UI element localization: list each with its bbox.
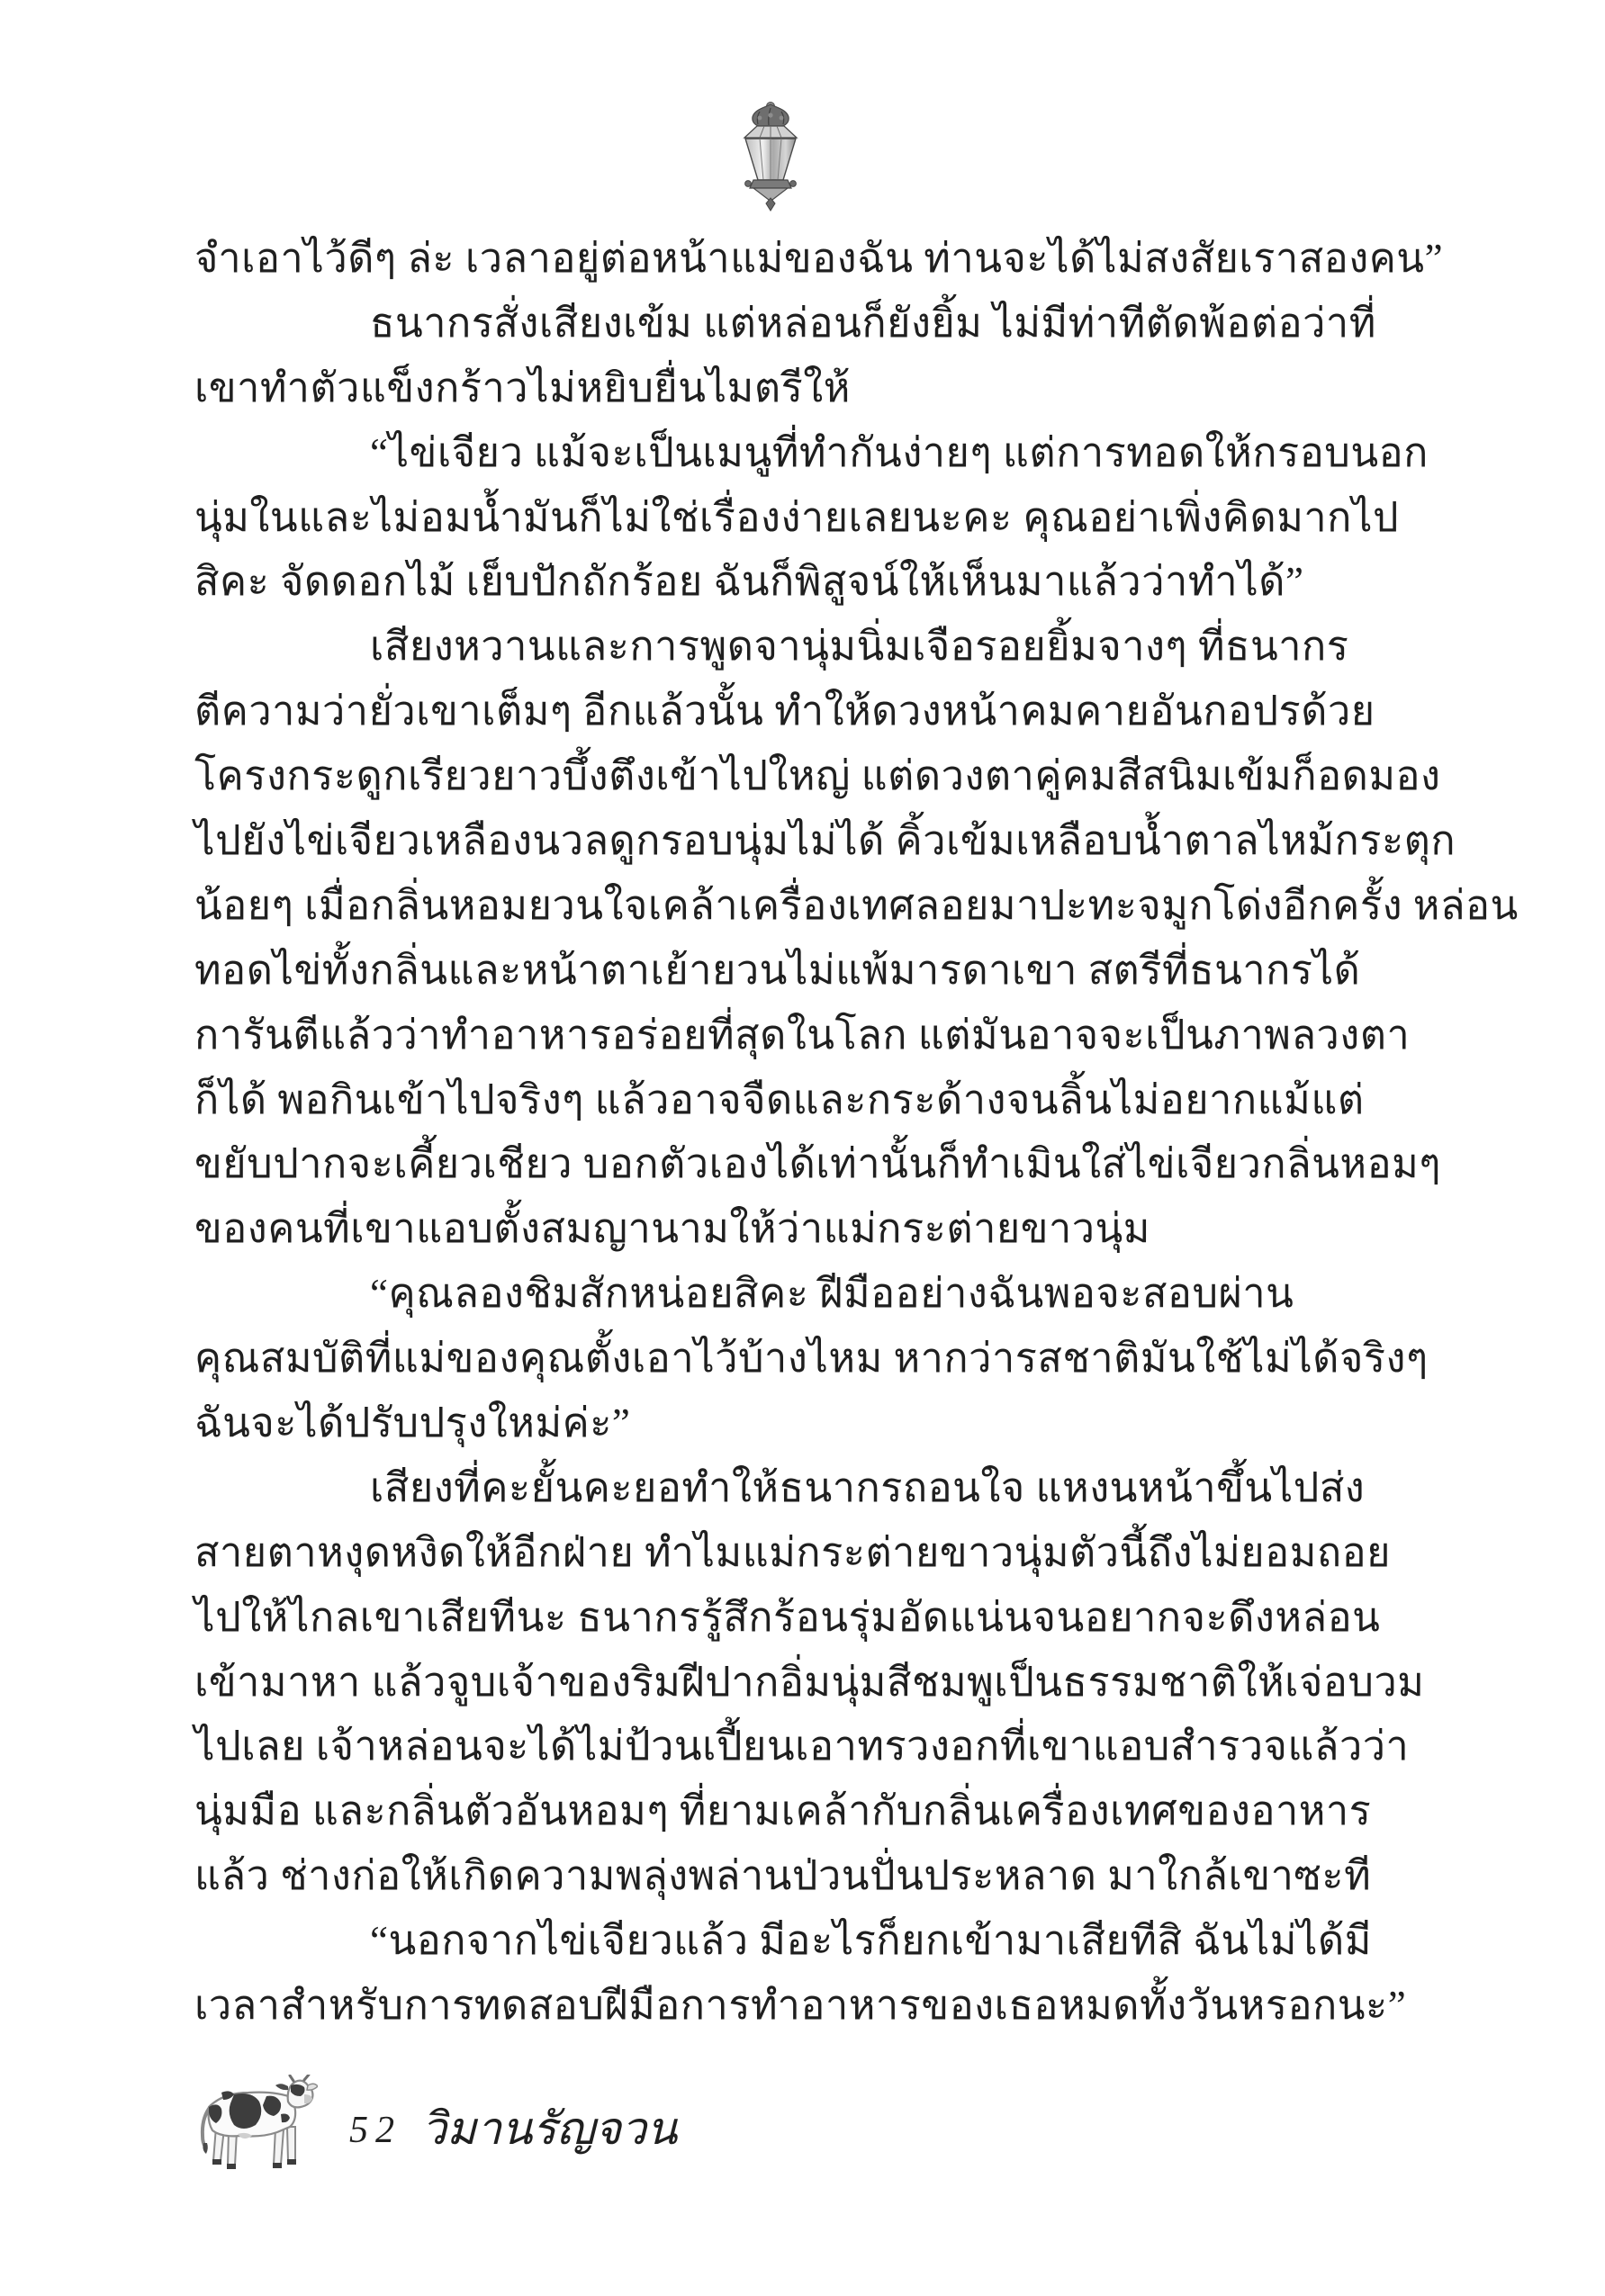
- text-line: “นอกจากไข่เจียวแล้ว มีอะไรก็ยกเข้ามาเสียทีสิ ฉันไม่ได้มี: [370, 1918, 1372, 1964]
- text-line: แล้ว ช่างก่อให้เกิดความพลุ่งพล่านป่วนปั่นประหลาด มาใกล้เขาซะที: [194, 1853, 1372, 1899]
- text-line: การันตีแล้วว่าทำอาหารอร่อยที่สุดในโลก แต่มันอาจจะเป็นภาพลวงตา: [194, 1012, 1411, 1058]
- text-line: ไปให้ไกลเขาเสียทีนะ ธนากรรู้สึกร้อนรุ่มอัดแน่นจนอยากจะดึงหล่อน: [194, 1594, 1381, 1640]
- text-line: คุณสมบัติที่แม่ของคุณตั้งเอาไว้บ้างไหม หากว่ารสชาติมันใช้ไม่ได้จริงๆ: [194, 1336, 1429, 1382]
- text-line: ตีความว่ายั่วเขาเต็มๆ อีกแล้วนั้น ทำให้ดวงหน้าคมคายอันกอปรด้วย: [194, 689, 1375, 734]
- text-line: เข้ามาหา แล้วจูบเจ้าของริมฝีปากอิ่มนุ่มสีชมพูเป็นธรรมชาติให้เจ่อบวม: [194, 1659, 1425, 1705]
- text-line: “ไข่เจียว แม้จะเป็นเมนูที่ทำกันง่ายๆ แต่การทอดให้กรอบนอก: [370, 429, 1429, 475]
- text-line: ทอดไข่ทั้งกลิ่นและหน้าตาเย้ายวนไม่แพ้มารดาเขา สตรีที่ธนากรได้: [194, 947, 1361, 993]
- text-line: เขาทำตัวแข็งกร้าวไม่หยิบยื่นไมตรีให้: [194, 365, 851, 410]
- text-line: สิคะ จัดดอกไม้ เย็บปักถักร้อย ฉันก็พิสูจน์ให้เห็นมาแล้วว่าทำได้”: [194, 559, 1304, 605]
- cow-icon: [194, 2075, 318, 2174]
- text-line: ไปเลย เจ้าหล่อนจะได้ไม่ป้วนเปี้ยนเอาทรวงอกที่เขาแอบสำรวจแล้วว่า: [194, 1724, 1410, 1769]
- text-line: นุ่มในและไม่อมน้ำมันก็ไม่ใช่เรื่องง่ายเลยนะคะ คุณอย่าเพิ่งคิดมากไป: [194, 494, 1400, 540]
- text-line: จำเอาไว้ดีๆ ล่ะ เวลาอยู่ต่อหน้าแม่ของฉัน ท่านจะได้ไม่สงสัยเราสองคน”: [194, 236, 1444, 281]
- text-line: ขยับปากจะเคี้ยวเชียว บอกตัวเองได้เท่านั้นก็ทำเมินใส่ไข่เจียวกลิ่นหอมๆ: [194, 1141, 1441, 1187]
- text-line: โครงกระดูกเรียวยาวบึ้งตึงเข้าไปใหญ่ แต่ดวงตาคู่คมสีสนิมเข้มก็อดมอง: [194, 753, 1441, 799]
- body-text: [194, 227, 1519, 2039]
- text-line: ก็ได้ พอกินเข้าไปจริงๆ แล้วอาจจืดและกระด้างจนลิ้นไม่อยากแม้แต่: [194, 1076, 1365, 1122]
- text-line: เสียงหวานและการพูดจานุ่มนิ่มเจือรอยยิ้มจางๆ ที่ธนากร: [370, 624, 1349, 670]
- text-line: ของคนที่เขาแอบตั้งสมญานามให้ว่าแม่กระต่ายขาวนุ่ม: [194, 1206, 1150, 1252]
- text-line: น้อยๆ เมื่อกลิ่นหอมยวนใจเคล้าเครื่องเทศลอยมาปะทะจมูกโด่งอีกครั้ง หล่อน: [194, 882, 1519, 928]
- text-line: “คุณลองชิมสักหน่อยสิคะ ฝีมืออย่างฉันพอจะสอบผ่าน: [370, 1271, 1294, 1317]
- book-title: วิมานรัญจวน: [421, 2103, 678, 2154]
- text-line: ฉันจะได้ปรับปรุงใหม่ค่ะ”: [194, 1400, 631, 1446]
- page-number: 52: [349, 2110, 401, 2151]
- text-line: เวลาสำหรับการทดสอบฝีมือการทำอาหารของเธอหมดทั้งวันหรอกนะ”: [194, 1983, 1407, 2029]
- text-line: ไปยังไข่เจียวเหลืองนวลดูกรอบนุ่มไม่ได้ คิ้วเข้มเหลือบน้ำตาลไหม้กระตุก: [194, 818, 1456, 864]
- text-line: สายตาหงุดหงิดให้อีกฝ่าย ทำไมแม่กระต่ายขาวนุ่มตัวนี้ถึงไม่ยอมถอย: [194, 1529, 1391, 1575]
- text-line: เสียงที่คะยั้นคะยอทำให้ธนากรถอนใจ แหงนหน้าขึ้นไปส่ง: [370, 1464, 1366, 1510]
- text-line: นุ่มมือ และกลิ่นตัวอันหอมๆ ที่ยามเคล้ากับกลิ่นเครื่องเทศของอาหาร: [194, 1788, 1372, 1834]
- text-line: ธนากรสั่งเสียงเข้ม แต่หล่อนก็ยังยิ้ม ไม่มีท่าทีตัดพ้อต่อว่าที่: [370, 300, 1376, 346]
- lantern-icon: [740, 101, 801, 212]
